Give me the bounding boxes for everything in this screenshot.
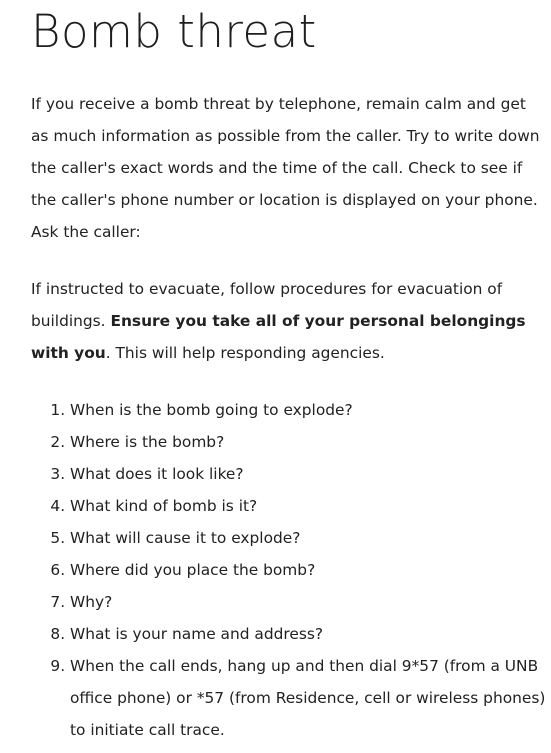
evacuation-paragraph [31, 273, 546, 369]
caller-questions-list [31, 394, 546, 746]
evacuation-emphasis: Ensure you take all of your personal belongings with you [31, 312, 526, 362]
list-item: 6. Where did you place the bomb? [70, 554, 546, 586]
list-item: 9. When the call ends, hang up and then dial 9*57 (from a UNB office phone) or *57 (from Residence, cell or wireless phones) to initiate call trace. [70, 650, 546, 746]
list-item: 7. Why? [70, 586, 546, 618]
evacuation-text-after: . This will help responding agencies. [105, 344, 385, 362]
list-item: 5. What will cause it to explode? [70, 522, 546, 554]
list-item: 3. What does it look like? [70, 458, 546, 490]
evacuation-text-before: If instructed to evacuate, follow procedures for evacuation of buildings. [31, 280, 503, 330]
intro-paragraph: If you receive a bomb threat by telephone, remain calm and get as much information as possible from the caller. Try to write down the caller's exact words and the time of the call. Check to see if the caller's phone number or location is displayed on your phone. Ask the caller: [31, 95, 540, 241]
list-item: 1. When is the bomb going to explode? [70, 394, 546, 426]
list-item: 2. Where is the bomb? [70, 426, 546, 458]
page-title: Bomb threat [31, 5, 317, 58]
list-item: 4. What kind of bomb is it? [70, 490, 546, 522]
list-item: 8. What is your name and address? [70, 618, 546, 650]
